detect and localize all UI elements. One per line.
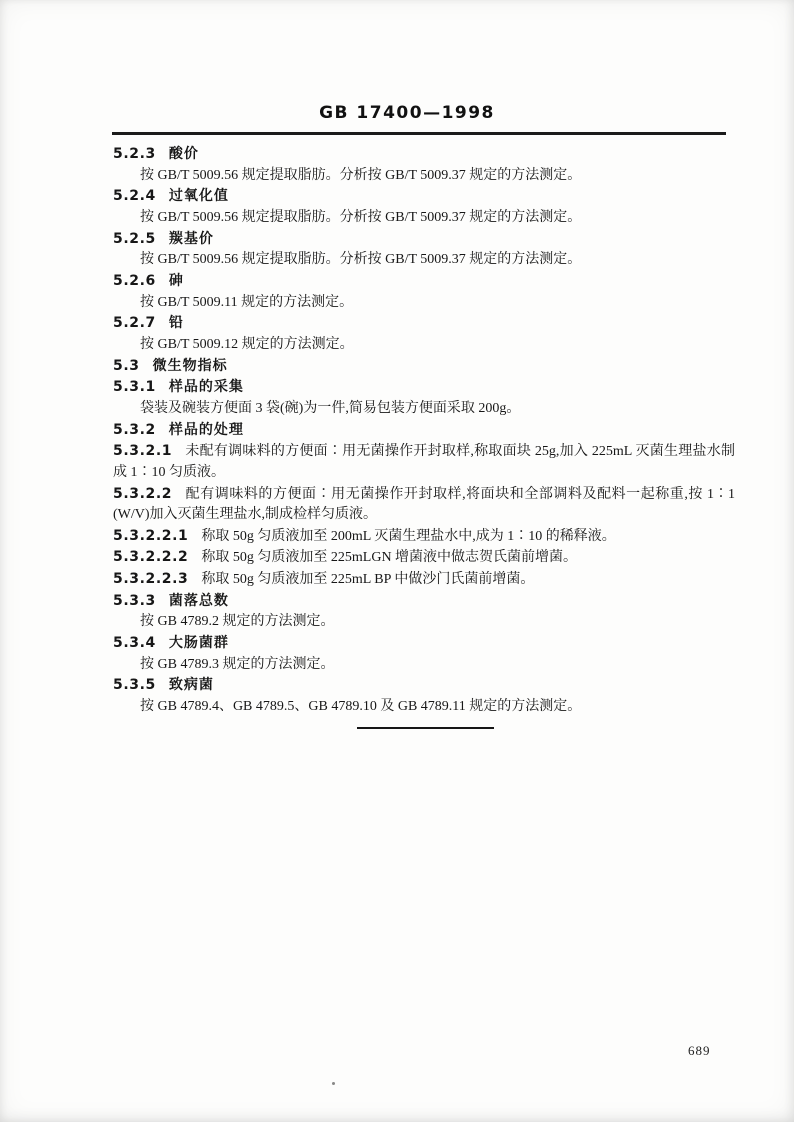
end-of-text-divider-rule — [357, 727, 494, 729]
clause-heading — [113, 313, 735, 335]
header-rule — [112, 132, 726, 135]
body-paragraph: 按 GB 4789.4、GB 4789.5、GB 4789.10 及 GB 4789.11 规定的方法测定。 — [140, 699, 582, 715]
clause-heading — [113, 356, 735, 378]
clause-heading — [113, 229, 735, 251]
clause-title: 样品的采集 — [168, 379, 244, 396]
clause-number: 5.3.3 — [113, 592, 156, 609]
clause-number: 5.3.1 — [113, 379, 156, 396]
clause-number: 5.3.2 — [113, 421, 156, 438]
clause-heading — [113, 271, 735, 293]
numbered-paragraph — [113, 547, 735, 569]
clause-number: 5.3.2.2.1 — [113, 527, 189, 544]
body-paragraph: 按 GB 4789.3 规定的方法测定。 — [140, 656, 335, 672]
numbered-paragraph — [113, 441, 735, 483]
clause-title: 砷 — [168, 272, 184, 289]
body-paragraph: 按 GB/T 5009.11 规定的方法测定。 — [140, 294, 354, 310]
paragraph-text: 配有调味料的方便面∶用无菌操作开封取样,将面块和全部调料及配料一起称重,按 1∶1 (W/V)加入灭菌生理盐水,制成检样匀质液。 — [113, 486, 735, 523]
clause-title: 菌落总数 — [168, 592, 229, 609]
numbered-paragraph — [113, 526, 735, 548]
body-paragraph: 按 GB/T 5009.12 规定的方法测定。 — [140, 336, 354, 352]
clause-number: 5.2.7 — [113, 315, 156, 332]
numbered-paragraph — [113, 484, 735, 526]
clause-number: 5.3.4 — [113, 635, 156, 652]
clause-number: 5.3.2.2.3 — [113, 571, 189, 588]
clause-heading — [113, 591, 735, 613]
clause-title: 样品的处理 — [168, 421, 244, 438]
clause-heading — [113, 144, 735, 166]
document-body — [113, 144, 735, 718]
clause-number: 5.3.2.1 — [113, 443, 173, 460]
clause-heading — [113, 633, 735, 655]
body-paragraph: 按 GB/T 5009.56 规定提取脂肪。分析按 GB/T 5009.37 规定的方法测定。 — [140, 209, 582, 225]
page-number: 689 — [688, 1043, 711, 1058]
clause-number: 5.3.2.2.2 — [113, 549, 189, 566]
clause-title: 微生物指标 — [152, 357, 228, 374]
clause-title: 大肠菌群 — [168, 635, 229, 652]
numbered-paragraph — [113, 569, 735, 591]
paragraph-text: 称取 50g 匀质液加至 200mL 灭菌生理盐水中,成为 1∶10 的稀释液。 — [201, 528, 616, 544]
clause-title: 铅 — [168, 315, 184, 332]
clause-title: 酸价 — [168, 146, 199, 162]
body-paragraph: 按 GB 4789.2 规定的方法测定。 — [140, 614, 335, 630]
clause-title: 羰基价 — [168, 230, 214, 247]
clause-title: 过氧化值 — [168, 188, 229, 205]
clause-title: 致病菌 — [168, 677, 214, 694]
body-paragraph: 按 GB/T 5009.56 规定提取脂肪。分析按 GB/T 5009.37 规定的方法测定。 — [140, 252, 582, 268]
clause-number: 5.2.6 — [113, 272, 156, 289]
clause-heading — [113, 420, 735, 442]
paragraph-text: 未配有调味料的方便面∶用无菌操作开封取样,称取面块 25g,加入 225mL 灭菌生理盐水制成 1∶10 匀质液。 — [113, 444, 735, 480]
clause-number: 5.3.5 — [113, 677, 156, 694]
body-paragraph: 袋装及碗装方便面 3 袋(碗)为一件,简易包装方便面采取 200g。 — [140, 400, 521, 416]
clause-number: 5.3 — [113, 357, 140, 374]
clause-heading — [113, 186, 735, 208]
paragraph-text: 称取 50g 匀质液加至 225mL BP 中做沙门氏菌前增菌。 — [201, 572, 535, 588]
paragraph-text: 称取 50g 匀质液加至 225mLGN 增菌液中做志贺氏菌前增菌。 — [201, 550, 578, 566]
clause-heading — [113, 675, 735, 697]
standard-code-header: GB 17400—1998 — [319, 103, 495, 123]
clause-number: 5.2.4 — [113, 188, 156, 205]
body-paragraph: 按 GB/T 5009.56 规定提取脂肪。分析按 GB/T 5009.37 规定的方法测定。 — [140, 167, 582, 183]
scan-speck — [332, 1082, 335, 1085]
clause-number: 5.3.2.2 — [113, 485, 173, 502]
clause-number: 5.2.5 — [113, 230, 156, 247]
clause-heading — [113, 377, 735, 399]
clause-number: 5.2.3 — [113, 146, 156, 162]
